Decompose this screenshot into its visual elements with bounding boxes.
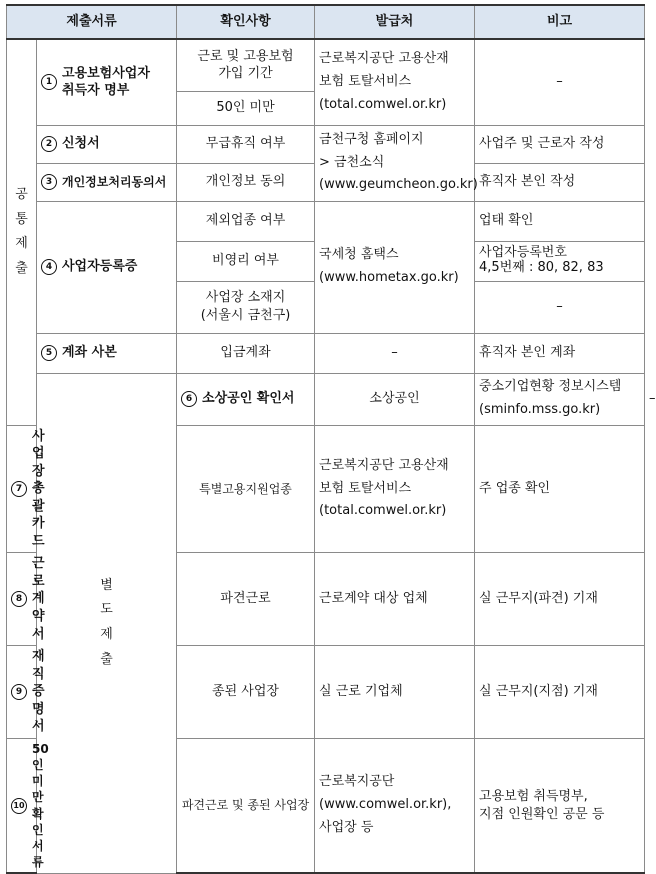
note-r8: 실 근무지(파견) 기재	[475, 553, 645, 646]
note-r10: 고용보험 취득명부, 지점 인원확인 공문 등	[475, 738, 645, 873]
issuer-comwel-total: 근로복지공단 고용산재 보험 토탈서비스 (total.comwel.or.kr)	[315, 39, 475, 125]
doc-number-badge: 6	[181, 391, 197, 407]
table-row: 별도제출 6 소상공인 확인서 소상공인 중소기업현황 정보시스템 (sminfo.mss.go.kr) –	[7, 373, 645, 425]
issuer-r9: 실 근로 기업체	[315, 646, 475, 739]
check-under-50: 50인 미만	[177, 91, 315, 125]
note-r7: 주 업종 확인	[475, 425, 645, 553]
note-r3: 휴직자 본인 작성	[475, 163, 645, 201]
issuer-comwel: 근로복지공단 (www.comwel.or.kr), 사업장 등	[315, 738, 475, 873]
check-small-business: 소상공인	[315, 373, 475, 425]
header-issuer: 발급처	[315, 5, 475, 39]
doc-privacy-consent: 3 개인정보처리동의서	[37, 163, 177, 201]
header-documents: 제출서류	[7, 5, 177, 39]
doc-number-badge: 9	[11, 684, 27, 700]
table-row	[7, 39, 645, 91]
issuer-hometax: 국세청 홈택스 (www.hometax.go.kr)	[315, 201, 475, 333]
group-common-label: 공통제출	[7, 39, 37, 425]
note-r9: 실 근무지(지점) 기재	[475, 646, 645, 739]
table-row	[7, 201, 645, 241]
group-separate-label: 별도제출	[37, 373, 177, 873]
doc-number-badge: 4	[41, 259, 57, 275]
check-dispatched-and-subordinate: 파견근로 및 종된 사업장	[177, 738, 315, 873]
issuer-r5: –	[315, 333, 475, 373]
doc-number-badge: 1	[41, 74, 57, 90]
note-r5: 휴직자 본인 계좌	[475, 333, 645, 373]
check-insurance-period: 근로 및 고용보험 가입 기간	[177, 39, 315, 91]
check-deposit-account: 입금계좌	[177, 333, 315, 373]
note-r4a: 업태 확인	[475, 201, 645, 241]
note-r4c: –	[475, 281, 645, 333]
doc-application: 2 신청서	[37, 125, 177, 163]
check-business-location: 사업장 소재지 (서울시 금천구)	[177, 281, 315, 333]
header-remarks: 비고	[475, 5, 645, 39]
doc-number-badge: 2	[41, 136, 57, 152]
check-special-support-industry: 특별고용지원업종	[177, 425, 315, 553]
check-unpaid-leave: 무급휴직 여부	[177, 125, 315, 163]
doc-employment-certificate: 9 재직증명서	[7, 646, 37, 739]
note-r1: –	[475, 39, 645, 125]
table-row	[7, 125, 645, 163]
check-excluded-industry: 제외업종 여부	[177, 201, 315, 241]
doc-number-badge: 7	[11, 481, 27, 497]
doc-number-badge: 10	[11, 798, 27, 814]
issuer-sminfo: 중소기업현황 정보시스템 (sminfo.mss.go.kr)	[475, 373, 645, 425]
doc-workplace-summary-card: 7 사업장 총괄카드	[7, 425, 37, 553]
table-row	[7, 333, 645, 373]
doc-under-50-proof: 10 50인 미만 확인서류	[7, 738, 37, 873]
doc-number-badge: 5	[41, 345, 57, 361]
header-row	[7, 5, 645, 39]
doc-bank-account-copy: 5 계좌 사본	[37, 333, 177, 373]
doc-number-badge: 8	[11, 591, 27, 607]
check-subordinate-workplace: 종된 사업장	[177, 646, 315, 739]
required-documents-table	[6, 4, 656, 874]
note-r4b: 사업자등록번호 4,5번째 : 80, 82, 83	[475, 241, 645, 281]
doc-employment-contract: 8 근로계약서	[7, 553, 37, 646]
note-r2: 사업주 및 근로자 작성	[475, 125, 645, 163]
doc-employment-insurance-roster: 1 고용보험사업자 취득자 명부	[37, 39, 177, 125]
issuer-geumcheon: 금천구청 홈페이지 > 금천소식 (www.geumcheon.go.kr)	[315, 125, 475, 201]
doc-business-registration: 4 사업자등록증	[37, 201, 177, 333]
check-privacy-consent: 개인정보 동의	[177, 163, 315, 201]
doc-number-badge: 3	[41, 174, 57, 190]
issuer-comwel-total-2: 근로복지공단 고용산재 보험 토탈서비스 (total.comwel.or.kr)	[315, 425, 475, 553]
check-dispatched-work: 파견근로	[177, 553, 315, 646]
doc-small-business-certificate: 6 소상공인 확인서	[177, 373, 315, 425]
header-check-items: 확인사항	[177, 5, 315, 39]
check-non-profit: 비영리 여부	[177, 241, 315, 281]
issuer-r8: 근로계약 대상 업체	[315, 553, 475, 646]
